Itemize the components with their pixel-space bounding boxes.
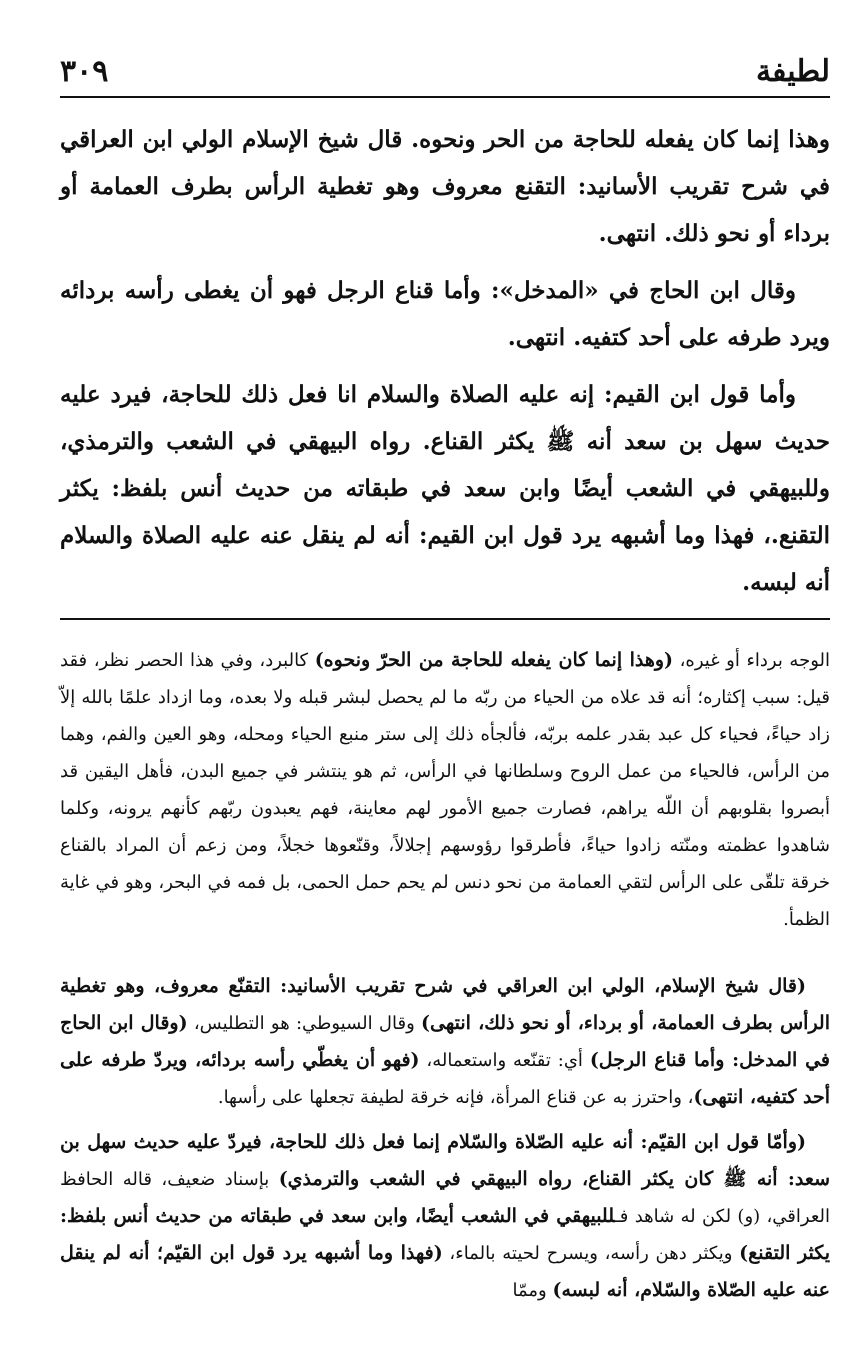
commentary-text-run: ويكثر دهن رأسه، ويسرح لحيته بالماء، (442, 1243, 740, 1264)
running-title: لطيفة (755, 54, 830, 89)
commentary-text-run: وقال السيوطي: هو التطليس، (187, 1013, 422, 1034)
quoted-matn: (قال شيخ الإسلام، الولي ابن العراقي في شرح تقريب الأسانيد: التقنّع معروف، وهو تغطية الرأس بطرف العمامة، أو برداء، أو نحو ذلك، انتهى) (60, 975, 830, 1034)
commentary-paragraph-3 (60, 1124, 830, 1309)
divider-line (60, 618, 830, 620)
main-paragraph-2: وقال ابن الحاج في «المدخل»: وأما قناع الرجل فهو أن يغطى رأسه بردائه ويرد طرفه على أحد كتفيه. انتهى. (60, 277, 830, 351)
main-paragraph-1: وهذا إنما كان يفعله للحاجة من الحر ونحوه. قال شيخ الإسلام الولي ابن العراقي في شرح تقريب الأسانيد: التقنع معروف وهو تغطية الرأس بطرف العمامة أو برداء أو نحو ذلك. انتهى. (60, 126, 830, 247)
commentary-text-run: وممّا (512, 1280, 553, 1301)
main-text (60, 116, 830, 606)
quoted-matn: (فهو أن يغطّي رأسه بردائه، ويردّ طرفه على أحد كتفيه، انتهى) (60, 1049, 830, 1108)
quoted-matn: (وهذا إنما كان يفعله للحاجة من الحرّ ونحوه) (314, 649, 674, 671)
commentary-text-run: بإسناد ضعيف، قاله الحافظ العراقي، (و) لكن له شاهد فـ (60, 1169, 830, 1227)
page-header (60, 50, 830, 98)
commentary-paragraph-2 (60, 968, 830, 1116)
commentary-text-run: الوجه برداء أو غيره، (673, 650, 830, 671)
quoted-matn: (وقال ابن الحاج في المدخل: وأما قناع الرجل) (60, 1012, 831, 1071)
commentary-paragraph-1 (60, 642, 830, 938)
commentary-text-run: كالبرد، وفي هذا الحصر نظر، فقد قيل: سبب إكثاره؛ أنه قد علاه من الحياء من ربّه ما لم يحصل لبشر قبله ولا بعده، وما ازداد علمًا بالله إلاّ زاد حياءً، فحياء كل عبد بقدر علمه بربّه، فألجأه ذلك إلى ستر منبع الحياء ومحله، وهو العين والفم، وهما من الرأس، فالحياء من عمل الروح وسلطانها في الرأس، ثم هو ينتشر في جميع البدن، فأهل اليقين قد أبصروا بقلوبهم أن اللّه يراهم، فصارت جميع الأمور لهم معاينة، فهم يعبدون ربّهم كأنهم يرونه، وكلما شاهدوا عظمته ومنّته زادوا حياءً، فأطرقوا رؤوسهم إجلالاً، وقنّعوها خجلاً، ومن زعم أن المراد بالقناع خرقة تلقّى على الرأس لتقي العمامة من نحو دنس لم يحم حمل الحمى، بل فمه في البحر، وهو في غاية الظمأ. (60, 650, 830, 930)
book-page (60, 50, 830, 1340)
commentary-text-run: ، واحترز به عن قناع المرأة، فإنه خرقة لطيفة تجعلها على رأسها. (217, 1087, 694, 1108)
main-paragraph-3: وأما قول ابن القيم: إنه عليه الصلاة والسلام انا فعل ذلك للحاجة، فيرد عليه حديث سهل بن سعد أنه ﷺ يكثر القناع. رواه البيهقي في الشعب والترمذي، وللبيهقي في الشعب أيضًا وابن سعد في طبقاته من حديث أنس بلفظ: يكثر التقنع.، فهذا وما أشبهه يرد قول ابن القيم: أنه لم ينقل عنه عليه الصلاة والسلام أنه لبسه. (60, 381, 830, 596)
quoted-matn: للبيهقي في الشعب أيضًا، وابن سعد في طبقاته من حديث أنس بلفظ: يكثر التقنع) (60, 1205, 830, 1264)
commentary-text-run: أي: تقنّعه واستعماله، (419, 1050, 590, 1071)
quoted-matn: (وأمّا قول ابن القيّم: أنه عليه الصّلاة والسّلام إنما فعل ذلك للحاجة، فيردّ عليه حديث سهل بن سعد: أنه ﷺ كان يكثر القناع، رواه البيهقي في الشعب والترمذي) (60, 1131, 830, 1190)
page-number: ٣٠٩ (60, 54, 109, 89)
quoted-matn: (فهذا وما أشبهه يرد قول ابن القيّم؛ أنه لم ينقل عنه عليه الصّلاة والسّلام، أنه لبسه) (60, 1242, 830, 1301)
commentary-text (60, 642, 830, 1309)
